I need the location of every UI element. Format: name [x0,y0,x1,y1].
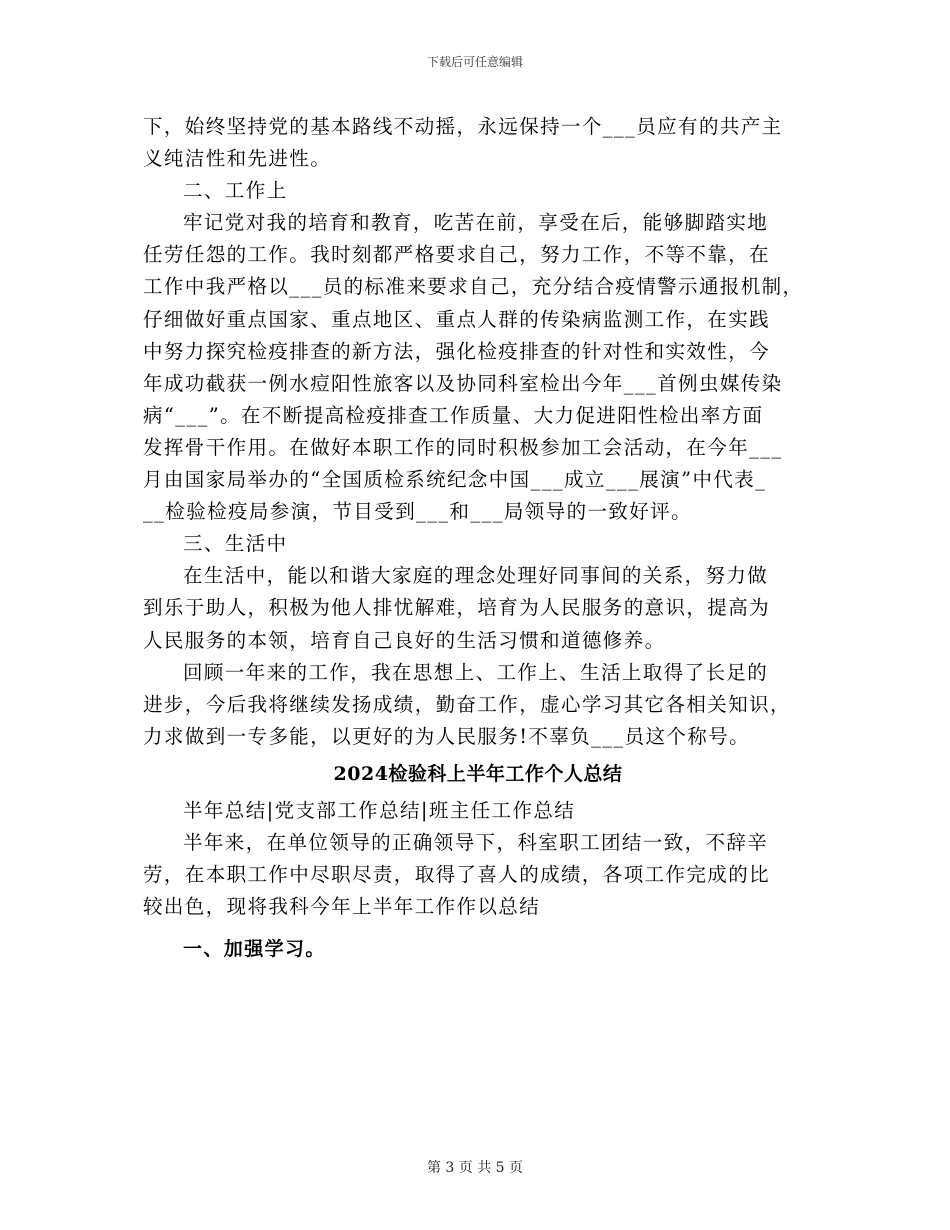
paragraph-line: 力求做到一专多能，以更好的为人民服务!不辜负___员这个称号。 [143,724,750,748]
paragraph-line: __检验检疫局参演，节目受到___和___局领导的一致好评。 [143,500,693,524]
paragraph-line: 中努力探究检疫排查的新方法，强化检疫排查的针对性和实效性，今 [143,339,771,363]
header-note: 下载后可任意编辑 [426,55,523,69]
paragraph-line: 劳，在本职工作中尽职尽责，取得了喜人的成绩，各项工作完成的比 [143,863,771,887]
paragraph-line: 半年来，在单位领导的正确领导下，科室职工团结一致，不辞辛 [183,830,769,854]
paragraph-line: 牢记党对我的培育和教育，吃苦在前，享受在后，能够脚踏实地 [183,211,769,235]
section-heading-study: 一、加强学习。 [183,938,326,961]
paragraph-line: 较出色，现将我科今年上半年工作作以总结 [143,895,541,919]
paragraph-line: 任劳任怨的工作。我时刻都严格要求自己，努力工作，不等不靠，在 [143,243,771,267]
paragraph-line: 工作中我严格以___员的标准来要求自己，充分结合疫情警示通报机制， [143,275,804,299]
page-number: 第 3 页 共 5 页 [426,1160,524,1176]
paragraph-line: 月由国家局举办的“全国质检系统纪念中国___成立___展演”中代表_ [143,468,767,492]
document-body [143,111,813,965]
category-tags: 半年总结|党支部工作总结|班主任工作总结 [183,798,576,822]
spacer [143,923,813,933]
paragraph-line: 在生活中，能以和谐大家庭的理念处理好同事间的关系，努力做 [183,564,769,588]
paragraph-line: 下，始终坚持党的基本路线不动摇，永远保持一个___员应有的共产主 [143,115,783,138]
paragraph-line: 进步，今后我将继续发扬成绩，勤奋工作，虚心学习其它各相关知识， [143,692,791,716]
document-title: 2024检验科上半年工作个人总结 [333,762,623,785]
paragraph-line: 人民服务的本领，培育自己良好的生活习惯和道德修养。 [143,628,666,652]
paragraph-line: 仔细做好重点国家、重点地区、重点人群的传染病监测工作，在实践 [143,307,771,331]
paragraph-line: 到乐于助人，积极为他人排忧解难，培育为人民服务的意识，提高为 [143,596,771,620]
paragraph-line: 发挥骨干作用。在做好本职工作的同时积极参加工会活动，在今年___ [143,435,783,459]
paragraph-line: 病“___”。在不断提高检疫排查工作质量、大力促进阳性检出率方面 [143,403,764,427]
section-heading-work: 二、工作上 [183,179,288,203]
paragraph-line: 义纯洁性和先进性。 [143,147,332,171]
paragraph-line: 年成功截获一例水痘阳性旅客以及协同科室检出今年___首例虫媒传染 [143,371,783,395]
paragraph-line: 回顾一年来的工作，我在思想上、工作上、生活上取得了长足的 [183,660,769,684]
section-heading-life: 三、生活中 [183,532,288,556]
